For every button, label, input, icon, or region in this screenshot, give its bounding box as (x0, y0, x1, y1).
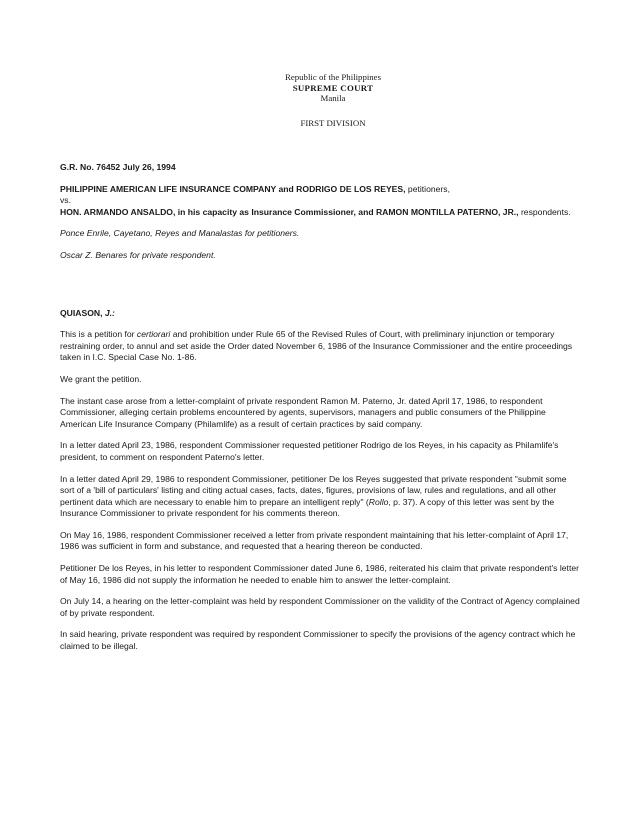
respondents-names: HON. ARMANDO ANSALDO, in his capacity as Insurance Commissioner, and RAMON MONTILLA PATERNO, JR., (60, 206, 519, 217)
respondents-line (60, 207, 580, 219)
court-header (60, 72, 580, 128)
paragraph-1-text-a: This is a petition for (60, 329, 137, 340)
paragraph-5-text-a: In a letter dated April 29, 1986 to respondent Commissioner, petitioner De los Reyes suggested that private respondent "submit some sort of a 'bill of particulars' listing and citing actual cases, facts, dates, figures, provisions of law, rules and regulations, and all other pertinent data which are necessary to enable him to prepare an intelligent reply" ( (60, 473, 567, 507)
versus-line: vs. (60, 195, 71, 206)
paragraph-5-italic: Rollo (368, 496, 389, 507)
ponente-suffix: J.: (102, 307, 115, 318)
paragraph-7: Petitioner De los Reyes, in his letter to respondent Commissioner dated June 6, 1986, reiterated his claim that private respondent's letter of May 16, 1986 did not supply the information he needed to enable him to answer the letter-complaint. (60, 563, 579, 585)
paragraph-9: In said hearing, private respondent was required by respondent Commissioner to specify the provisions of the agency contract which he claimed to be illegal. (60, 629, 576, 652)
ponente (60, 308, 580, 320)
paragraph-1-text-c: and prohibition under Rule 65 of the Revised Rules of Court, with preliminary injunction or temporary restraining order, to annul and set aside the Order dated November 6, 1986 of the Insurance Commissioner and the entire proceedings taken in I.C. Special Case No. 1-86. (60, 329, 573, 363)
paragraph-8: On July 14, a hearing on the letter-complaint was held by respondent Commissioner on the validity of the Contract of Agency complained of by private respondent. (60, 596, 580, 618)
paragraph-1 (60, 329, 580, 364)
petitioners-line (60, 184, 580, 196)
court-city: Manila (320, 93, 346, 103)
case-number: G.R. No. 76452 July 26, 1994 (60, 162, 176, 172)
document-page (60, 72, 580, 653)
paragraph-2: We grant the petition. (60, 373, 142, 384)
paragraph-1-italic: certiorari (136, 329, 171, 340)
paragraph-3: The instant case arose from a letter-complaint of private respondent Ramon M. Paterno, Jr. dated April 17, 1986, to respondent Commissioner, alleging certain problems encountered by agents, supervisors, managers and public consumers of the Philippine American Life Insurance Company (Philamlife) as a result of certain practices by said company. (60, 395, 546, 429)
paragraph-4: In a letter dated April 23, 1986, respondent Commissioner requested petitioner Rodrigo de los Reyes, in his capacity as Philamlife's president, to comment on respondent Paterno's letter. (60, 440, 559, 462)
petitioners-counsel: Ponce Enrile, Cayetano, Reyes and Manalastas for petitioners. (60, 228, 300, 239)
court-name: SUPREME COURT (292, 82, 374, 93)
petitioners-role: petitioners, (405, 183, 450, 194)
respondent-counsel: Oscar Z. Benares for private respondent. (60, 249, 216, 260)
ponente-name: QUIASON, (60, 307, 103, 318)
paragraph-6: On May 16, 1986, respondent Commissioner received a letter from private respondent maintaining that his letter-complaint of April 17, 1986 was sufficient in form and substance, and requested that a hearing thereon be conducted. (60, 529, 569, 552)
case-parties (60, 184, 580, 219)
paragraph-5 (60, 474, 580, 520)
petitioners-names: PHILIPPINE AMERICAN LIFE INSURANCE COMPANY and RODRIGO DE LOS REYES, (60, 183, 406, 194)
respondents-role: respondents. (518, 206, 571, 217)
division-name: FIRST DIVISION (300, 117, 366, 128)
republic-line: Republic of the Philippines (284, 72, 382, 82)
paragraph-5-text-c: , p. 37). A copy of this letter was sent by the Insurance Commissioner to private respondent for his comments thereon. (60, 496, 555, 519)
